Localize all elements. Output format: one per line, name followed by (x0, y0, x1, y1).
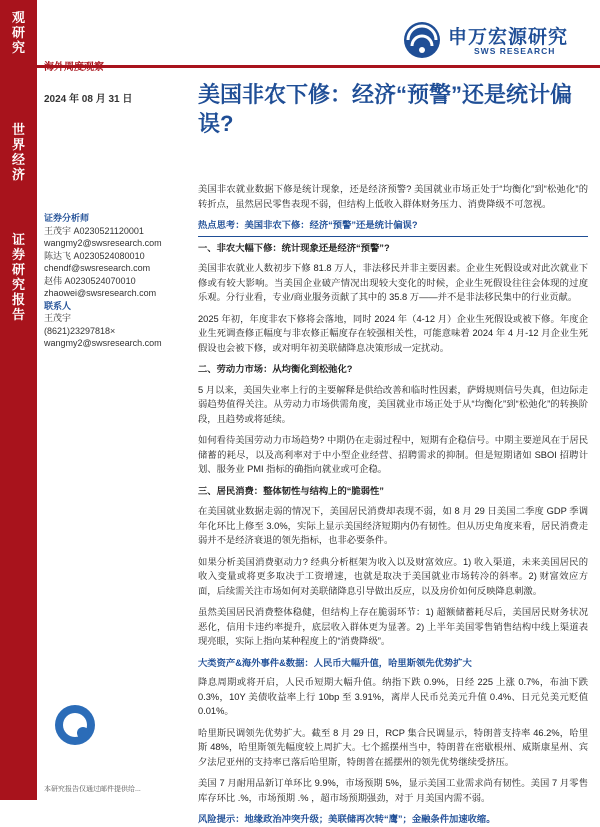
left-sidebar-bar (0, 0, 37, 800)
analyst-block (44, 212, 194, 350)
section-2-title: 二、劳动力市场：从均衡化到松弛化? (198, 364, 353, 374)
report-title: 美国非农下修：经济“预警”还是统计偏误? (198, 82, 573, 136)
sidebar-label-2: 世界经济 (11, 122, 25, 182)
company-logo (402, 20, 582, 60)
contact-heading: 联系人 (44, 300, 72, 311)
header-divider (37, 65, 600, 68)
analyst-email[interactable]: chendf@swsresearch.com (44, 263, 151, 273)
sidebar-label-3: 证券研究报告 (11, 232, 25, 322)
logo-mark-icon (402, 20, 442, 60)
weekly-paragraph-2: 哈里斯民调领先优势扩大。截至 8 月 29 日，RCP 集合民调显示，特朗普支持率 46.2%，哈里斯 48%，哈里斯领先幅度较上周扩大。七个摇摆州当中，特朗普在密歇根州、威斯康星州、宾夕法尼亚州的支持率已落后哈里斯，特朗普在摇摆州的领先优势继续受挤压。 (198, 727, 588, 767)
section-1-paragraph-2: 2025 年初，年度非农下修将会落地，同时 2024 年（4-12 月）企业生死假设或被下修。年度企业生死调查修正幅度与非农修正幅度存在较强相关性，可能意味着 2024 年 4 月-12 月企业生死假设也会被下修，或对明年初美联储降息决策形成一定扰动。 (198, 313, 588, 353)
section-3-paragraph-2: 如果分析美国消费驱动力? 经典分析框架为收入以及财富效应。1) 收入渠道，未来美国居民的收入变量或将更多取决于工资增速，也就是取决于美国就业市场转冷的斜率。2) 财富效应方面，后续需关注市场如何对美联储降息引导做出反应，以及房价如何反映降息刺激。 (198, 556, 588, 596)
risk-warning: 风险提示：地缘政治冲突升级；美联储再次转“鹰”；金融条件加速收缩。 (198, 814, 496, 824)
analyst-heading: 证券分析师 (44, 213, 90, 223)
weekly-paragraph-1: 降息周期或将开启，人民币短期大幅升值。纳指下跌 0.9%，日经 225 上涨 0.7%，布油下跌 0.3%，10Y 美债收益率上行 10bp 至 3.91%，离岸人民币兑美元升值 0.4%、日元兑美元贬值 0.01%。 (198, 677, 588, 716)
analyst-line: 王茂宇 A0230521120001 (44, 225, 144, 236)
analyst-email[interactable]: wangmy2@swsresearch.com (44, 238, 162, 248)
hot-topic-heading: 热点思考：美国非农下修：经济“预警”还是统计偏误? (198, 218, 588, 237)
weekly-paragraph-3: 美国 7 月耐用品新订单环比 9.9%，市场预期 5%，显示美国工业需求尚有韧性。美国 7 月零售库存环比 .%，市场预期 .% ，超市场预期强劲，对于 月美国内需不弱。 (198, 778, 588, 803)
sidebar-label-1: 观研究 (11, 10, 25, 55)
report-body (198, 182, 588, 827)
footer-disclaimer: 本研究报告仅通过邮件提供给... (44, 786, 141, 793)
contact-phone: (8621)23297818× (44, 325, 116, 336)
weekly-assets-heading: 大类资产&海外事件&数据：人民币大幅升值，哈里斯领先优势扩大 (198, 657, 472, 668)
section-2-paragraph-2: 如何看待美国劳动力市场趋势? 中期仍在走弱过程中，短期有企稳信号。中期主要逆风在于居民储蓄的耗尽，以及高利率对于中小型企业经营、招聘需求的抑制。但是短期诸如 SBOI 招聘计划、服务业 PMI 指标的确指向就业或可企稳。 (198, 435, 588, 474)
section-1-paragraph-1: 美国非农就业人数初步下修 81.8 万人，非法移民并非主要因素。企业生死假设或对此次就业下修或有较大影响。当美国企业破产情况出现较大变化的时候，企业生死假设往往会体现的过度乐观。分行业看，专业/商业服务贡献了其中的 35.8 万——并不是非法移民集中的行业贡献。 (198, 263, 588, 302)
logo-english-text: SWS RESEARCH (474, 46, 556, 56)
seal-icon (55, 705, 95, 745)
report-date: 2024 年 08 月 31 日 (44, 94, 133, 105)
analyst-line: 陈达飞 A0230524080010 (44, 250, 145, 261)
intro-paragraph: 美国非农就业数据下修是统计现象，还是经济预警? 美国就业市场正处于“均衡化”到“松弛化”的转折点，虽然居民零售表现不弱，但结构上低收入群体财务压力、消费降级不可忽视。 (198, 184, 588, 209)
section-1-title: 一、非农大幅下修：统计现象还是经济“预警”? (198, 242, 390, 253)
analyst-email[interactable]: zhaowei@swsresearch.com (44, 288, 157, 298)
contact-email[interactable]: wangmy2@swsresearch.com (44, 338, 162, 348)
analyst-line: 赵伟 A0230524070010 (44, 275, 136, 286)
section-2-paragraph-1: 5 月以来，美国失业率上行的主要解释是供给改善和临时性因素，萨姆规则信号失真，但边际走弱趋势值得关注。从劳动力市场供需角度，美国就业市场正处于从“均衡化”到“松弛化”的转换阶段，且趋势或将延续。 (198, 384, 588, 424)
contact-name: 王茂宇 (44, 313, 72, 323)
section-3-title: 三、居民消费：整体韧性与结构上的“脆弱性” (198, 485, 384, 496)
section-3-paragraph-1: 在美国就业数据走弱的情况下，美国居民消费却表现不弱，如 8 月 29 日美国二季度 GDP 季调年化环比上修至 3.0%，实际上显示美国经济短期内仍有韧性。但从历史角度来看，居民消费走弱并不是经济衰退的领先指标，也非必要条件。 (198, 506, 588, 545)
logo-chinese-text: 申万宏源研究 (448, 27, 569, 48)
section-3-paragraph-3: 虽然美国居民消费整体稳健，但结构上存在脆弱环节：1) 超额储蓄耗尽后，美国居民财务状况恶化，信用卡违约率提升，底层收入群体更为显著。2) 上半年美国零售销售结构中线上渠道表现亮眼，实际上指向某种程度上的“消费降级”。 (198, 607, 588, 646)
